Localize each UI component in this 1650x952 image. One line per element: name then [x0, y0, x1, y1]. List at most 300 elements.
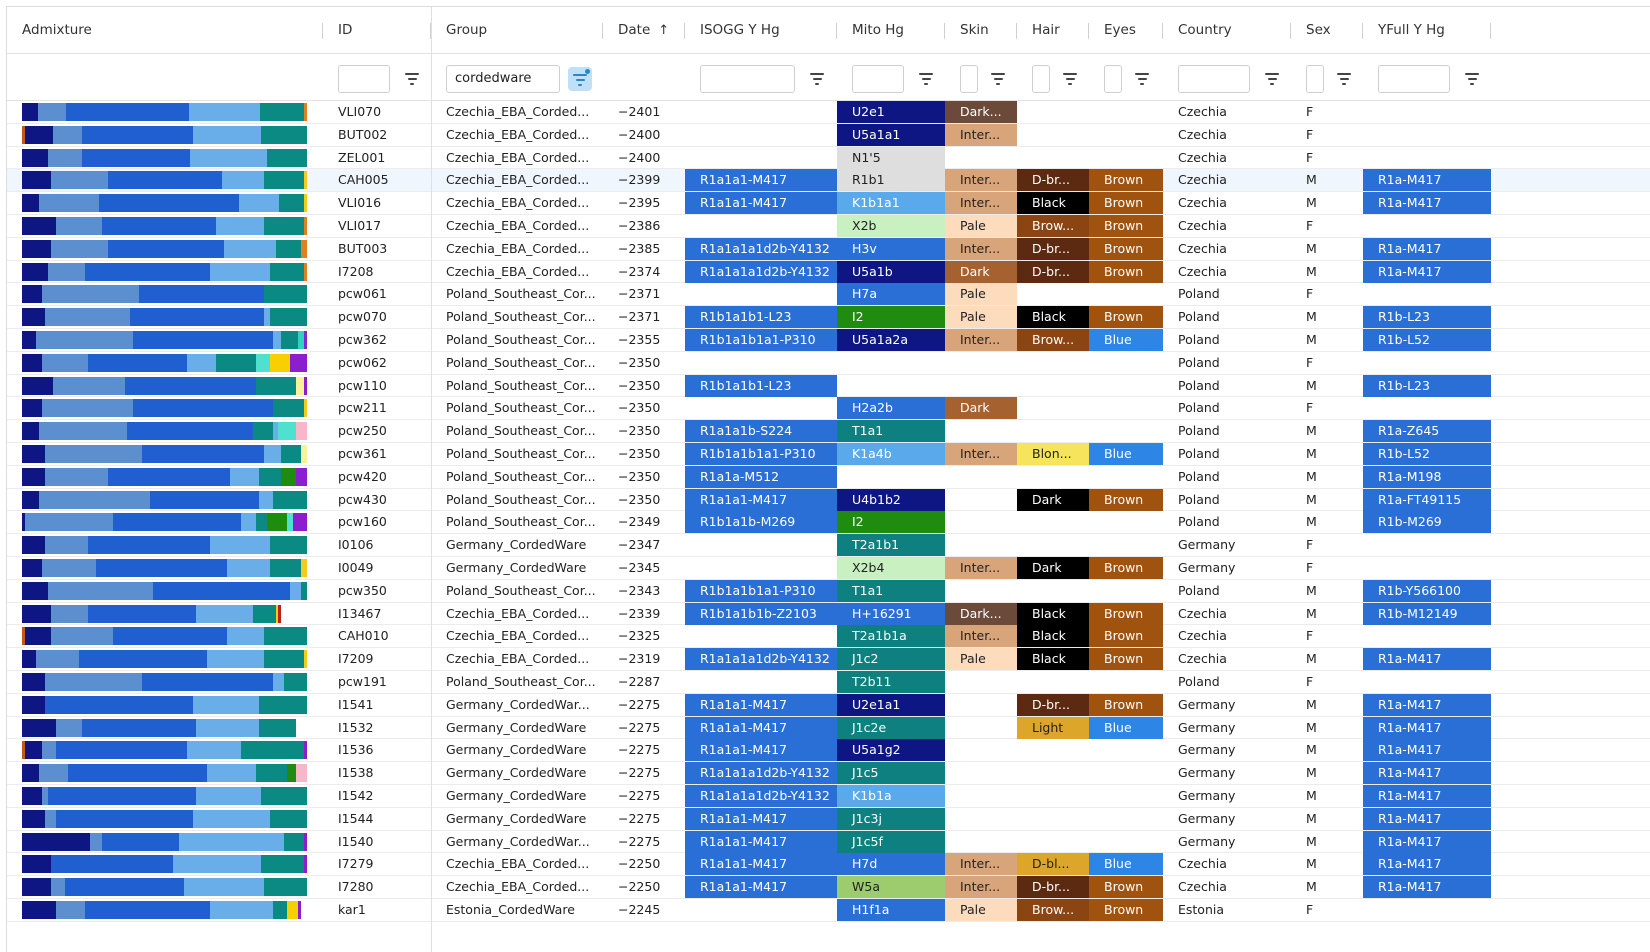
cell-date: −2325: [618, 628, 661, 644]
column-header-eyes[interactable]: [1089, 7, 1163, 53]
cell-ysogg: R1a1a1a1d2b-Y4132: [685, 648, 837, 670]
cell-eyes: Brown: [1089, 876, 1163, 898]
grid-body: [7, 101, 1650, 922]
cell-sex: M: [1306, 240, 1317, 256]
cell-sex: F: [1306, 400, 1314, 416]
admixture-cell: [7, 215, 323, 237]
cell-group: Germany_CordedWare: [446, 765, 587, 781]
filter-input-group[interactable]: cordedware: [446, 65, 560, 93]
table-row[interactable]: [7, 101, 1650, 124]
cell-hair: D-br...: [1017, 238, 1089, 260]
table-row[interactable]: [7, 899, 1650, 922]
admixture-bar: [22, 878, 307, 896]
admixture-segment: [22, 582, 48, 600]
filter-icon[interactable]: [988, 69, 1008, 89]
cell-skin: Inter...: [945, 169, 1017, 191]
cell-hair: Brow...: [1017, 329, 1089, 351]
filter-icon[interactable]: [1462, 69, 1482, 89]
cell-ysogg: R1b1a1b-M269: [685, 511, 837, 533]
cell-id: I1542: [338, 787, 374, 803]
admixture-segment: [264, 171, 304, 189]
filter-icon[interactable]: [568, 67, 592, 91]
table-row[interactable]: [7, 261, 1650, 284]
cell-sex: M: [1306, 445, 1317, 461]
filter-input-id[interactable]: [338, 65, 390, 93]
admixture-segment: [22, 901, 56, 919]
cell-hair: [1017, 420, 1089, 442]
cell-skin: [945, 694, 1017, 716]
column-resize-handle[interactable]: [1088, 23, 1089, 39]
cell-date: −2355: [618, 331, 661, 347]
cell-mito: U5a1a2a: [837, 329, 945, 351]
cell-yfull: R1a-M417: [1363, 808, 1491, 830]
cell-skin: Dark...: [945, 101, 1017, 123]
cell-skin: [945, 671, 1017, 693]
filter-icon[interactable]: [1262, 69, 1282, 89]
admixture-segment: [179, 833, 284, 851]
admixture-segment: [264, 285, 307, 303]
admixture-bar: [22, 263, 307, 281]
cell-yfull: R1a-M417: [1363, 238, 1491, 260]
cell-date: −2275: [618, 787, 661, 803]
cell-skin: Inter...: [945, 124, 1017, 146]
filter-icon[interactable]: [1334, 69, 1354, 89]
table-row[interactable]: [7, 238, 1650, 261]
admixture-cell: [7, 489, 323, 511]
admixture-segment: [22, 377, 53, 395]
cell-group: Poland_Southeast_Cor...: [446, 331, 596, 347]
table-row[interactable]: [7, 580, 1650, 603]
cell-mito: U2e1a1: [837, 694, 945, 716]
cell-mito: J1c2: [837, 648, 945, 670]
cell-mito: U5a1g2: [837, 739, 945, 761]
cell-mito: T2a1b1a: [837, 625, 945, 647]
admixture-segment: [45, 673, 142, 691]
cell-country: Czechia: [1178, 628, 1227, 644]
admixture-segment: [25, 627, 51, 645]
cell-ysogg: R1a1a1-M417: [685, 808, 837, 830]
cell-date: −2385: [618, 240, 661, 256]
cell-group: Germany_CordedWare: [446, 810, 587, 826]
admixture-segment: [270, 308, 307, 326]
admixture-segment: [25, 741, 42, 759]
cell-date: −2371: [618, 286, 661, 302]
admixture-segment: [42, 741, 56, 759]
column-header-group[interactable]: [431, 7, 603, 53]
cell-yfull: R1a-FT49115: [1363, 489, 1491, 511]
admixture-segment: [259, 468, 282, 486]
cell-mito: I2: [837, 511, 945, 533]
cell-skin: [945, 375, 1017, 397]
table-row[interactable]: [7, 534, 1650, 557]
cell-eyes: Blue: [1089, 717, 1163, 739]
column-header-skin[interactable]: [945, 7, 1017, 53]
cell-country: Czechia: [1178, 126, 1227, 142]
column-header-yfull[interactable]: [1363, 7, 1491, 53]
cell-group: Poland_Southeast_Cor...: [446, 423, 596, 439]
cell-mito: J1c5: [837, 762, 945, 784]
table-row[interactable]: [7, 215, 1650, 238]
cell-sex: M: [1306, 172, 1317, 188]
column-resize-handle[interactable]: [1290, 23, 1291, 39]
cell-eyes: [1089, 466, 1163, 488]
cell-sex: F: [1306, 559, 1314, 575]
cell-date: −2374: [618, 263, 661, 279]
admixture-segment: [270, 354, 290, 372]
cell-group: Czechia_EBA_Corded...: [446, 195, 590, 211]
table-row[interactable]: [7, 352, 1650, 375]
cell-sex: M: [1306, 195, 1317, 211]
column-header-ysogg[interactable]: [685, 7, 837, 53]
cell-mito: H7a: [837, 283, 945, 305]
admixture-segment: [51, 878, 65, 896]
column-resize-handle[interactable]: [602, 23, 603, 39]
cell-mito: K1a4b: [837, 443, 945, 465]
table-row[interactable]: [7, 489, 1650, 512]
admixture-segment: [261, 855, 304, 873]
cell-skin: [945, 717, 1017, 739]
admixture-segment: [241, 513, 255, 531]
admixture-segment: [39, 194, 99, 212]
table-row[interactable]: [7, 785, 1650, 808]
column-resize-handle[interactable]: [1490, 23, 1491, 39]
admixture-segment: [22, 787, 42, 805]
admixture-segment: [296, 468, 307, 486]
cell-ysogg: R1a1a1a1d2b-Y4132: [685, 238, 837, 260]
filter-input-mito[interactable]: [852, 65, 904, 93]
table-row[interactable]: [7, 306, 1650, 329]
filter-icon[interactable]: [1132, 69, 1152, 89]
admixture-bar: [22, 787, 307, 805]
table-row[interactable]: [7, 124, 1650, 147]
table-row[interactable]: [7, 831, 1650, 854]
cell-skin: Inter...: [945, 443, 1017, 465]
admixture-segment: [22, 331, 36, 349]
column-header-mito[interactable]: [837, 7, 945, 53]
cell-skin: [945, 831, 1017, 853]
column-header-label: Sex: [1306, 22, 1331, 38]
filter-input-ysogg[interactable]: [700, 65, 795, 93]
cell-country: Czechia: [1178, 172, 1227, 188]
cell-yfull: R1b-L52: [1363, 443, 1491, 465]
admixture-bar: [22, 445, 307, 463]
cell-group: Czechia_EBA_Corded...: [446, 104, 590, 119]
cell-id: pcw061: [338, 286, 387, 302]
cell-id: ZEL001: [338, 149, 386, 165]
filter-icon[interactable]: [807, 69, 827, 89]
column-header-label: ID: [338, 22, 353, 38]
cell-hair: Brow...: [1017, 215, 1089, 237]
admixture-segment: [142, 445, 265, 463]
admixture-segment: [256, 377, 296, 395]
column-header-label: ISOGG Y Hg: [700, 22, 780, 38]
admixture-segment: [42, 354, 88, 372]
admixture-segment: [301, 582, 307, 600]
cell-date: −2275: [618, 765, 661, 781]
column-header-date[interactable]: [603, 7, 685, 53]
cell-skin: Inter...: [945, 557, 1017, 579]
cell-sex: M: [1306, 514, 1317, 530]
cell-mito: U2e1: [837, 101, 945, 123]
filter-input-skin[interactable]: [960, 65, 978, 93]
table-row[interactable]: [7, 420, 1650, 443]
table-row[interactable]: [7, 329, 1650, 352]
table-row[interactable]: [7, 192, 1650, 215]
cell-group: Poland_Southeast_Cor...: [446, 286, 596, 302]
cell-eyes: [1089, 375, 1163, 397]
filter-icon[interactable]: [916, 69, 936, 89]
admixture-cell: [7, 694, 323, 716]
admixture-segment: [88, 354, 188, 372]
admixture-segment: [193, 696, 259, 714]
column-resize-handle[interactable]: [684, 23, 685, 39]
admixture-bar: [22, 171, 307, 189]
cell-group: Czechia_EBA_Corded...: [446, 172, 590, 188]
cell-mito: K1b1a1: [837, 192, 945, 214]
cell-sex: F: [1306, 149, 1314, 165]
cell-date: −2350: [618, 377, 661, 393]
admixture-segment: [25, 126, 54, 144]
admixture-segment: [96, 559, 227, 577]
cell-mito: U4b1b2: [837, 489, 945, 511]
cell-mito: J1c3j: [837, 808, 945, 830]
admixture-bar: [22, 331, 307, 349]
cell-id: pcw062: [338, 354, 387, 370]
admixture-segment: [264, 445, 281, 463]
cell-sex: M: [1306, 605, 1317, 621]
filter-input-yfull[interactable]: [1378, 65, 1450, 93]
admixture-bar: [22, 217, 307, 235]
cell-country: Poland: [1178, 286, 1220, 302]
cell-ysogg: [685, 557, 837, 579]
column-header-sex[interactable]: [1291, 7, 1363, 53]
table-row[interactable]: [7, 169, 1650, 192]
cell-country: Germany: [1178, 719, 1236, 735]
admixture-segment: [22, 468, 45, 486]
admixture-segment: [45, 696, 193, 714]
admixture-bar: [22, 673, 307, 691]
cell-group: Germany_CordedWare: [446, 537, 587, 553]
admixture-cell: [7, 808, 323, 830]
cell-hair: [1017, 762, 1089, 784]
cell-ysogg: R1b1a1b1b-Z2103: [685, 603, 837, 625]
admixture-cell: [7, 876, 323, 898]
cell-id: I7208: [338, 263, 374, 279]
cell-yfull: [1363, 899, 1491, 921]
column-resize-handle[interactable]: [1016, 23, 1017, 39]
column-header-id[interactable]: [323, 7, 431, 53]
admixture-segment: [296, 377, 305, 395]
cell-date: −2347: [618, 537, 661, 553]
admixture-segment: [22, 354, 42, 372]
cell-skin: Pale: [945, 899, 1017, 921]
table-row[interactable]: [7, 739, 1650, 762]
cell-date: −2245: [618, 901, 661, 917]
admixture-bar: [22, 399, 307, 417]
filter-input-sex[interactable]: [1306, 65, 1324, 93]
admixture-segment: [264, 217, 304, 235]
admixture-cell: [7, 648, 323, 670]
admixture-segment: [36, 650, 79, 668]
admixture-segment: [88, 605, 196, 623]
admixture-segment: [296, 764, 307, 782]
admixture-bar: [22, 764, 307, 782]
column-resize-handle[interactable]: [836, 23, 837, 39]
admixture-segment: [56, 217, 102, 235]
table-row[interactable]: [7, 283, 1650, 306]
admixture-segment: [301, 240, 307, 258]
cell-country: Germany: [1178, 833, 1236, 849]
admixture-bar: [22, 696, 307, 714]
admixture-segment: [264, 650, 304, 668]
cell-sex: M: [1306, 696, 1317, 712]
admixture-segment: [133, 331, 273, 349]
column-resize-handle[interactable]: [944, 23, 945, 39]
cell-id: VLI070: [338, 104, 382, 119]
table-row[interactable]: [7, 671, 1650, 694]
admixture-segment: [304, 103, 307, 121]
table-row[interactable]: [7, 876, 1650, 899]
cell-eyes: [1089, 671, 1163, 693]
column-resize-handle[interactable]: [1162, 23, 1163, 39]
cell-sex: M: [1306, 491, 1317, 507]
cell-mito: [837, 466, 945, 488]
admixture-segment: [273, 901, 287, 919]
admixture-segment: [304, 741, 307, 759]
cell-skin: [945, 534, 1017, 556]
cell-mito: H+16291: [837, 603, 945, 625]
table-row[interactable]: [7, 625, 1650, 648]
cell-ysogg: R1b1a1b1a1-P310: [685, 329, 837, 351]
table-row[interactable]: [7, 375, 1650, 398]
cell-hair: [1017, 283, 1089, 305]
admixture-segment: [22, 240, 51, 258]
arrow-up-icon[interactable]: ↑: [658, 23, 670, 38]
cell-country: Germany: [1178, 810, 1236, 826]
column-resize-handle[interactable]: [1362, 23, 1363, 39]
cell-eyes: Brown: [1089, 215, 1163, 237]
admixture-bar: [22, 855, 307, 873]
admixture-segment: [39, 422, 127, 440]
cell-hair: Black: [1017, 603, 1089, 625]
cell-sex: M: [1306, 719, 1317, 735]
admixture-segment: [68, 764, 208, 782]
cell-id: I7280: [338, 879, 374, 895]
cell-sex: M: [1306, 377, 1317, 393]
admixture-segment: [222, 171, 265, 189]
cell-yfull: R1a-M417: [1363, 717, 1491, 739]
admixture-segment: [173, 855, 261, 873]
table-row[interactable]: [7, 466, 1650, 489]
cell-hair: Black: [1017, 648, 1089, 670]
column-resize-handle[interactable]: [322, 23, 323, 39]
cell-yfull: [1363, 147, 1491, 169]
admixture-segment: [264, 878, 307, 896]
admixture-cell: [7, 739, 323, 761]
cell-id: I1538: [338, 765, 374, 781]
table-row[interactable]: [7, 694, 1650, 717]
filter-icon[interactable]: [1060, 69, 1080, 89]
admixture-cell: [7, 831, 323, 853]
admixture-segment: [253, 422, 273, 440]
cell-country: Poland: [1178, 514, 1220, 530]
admixture-segment: [22, 149, 48, 167]
cell-country: Poland: [1178, 582, 1220, 598]
cell-eyes: [1089, 762, 1163, 784]
cell-sex: F: [1306, 354, 1314, 370]
filter-icon[interactable]: [402, 69, 422, 89]
cell-yfull: [1363, 101, 1491, 123]
cell-eyes: [1089, 147, 1163, 169]
cell-group: Poland_Southeast_Cor...: [446, 468, 596, 484]
cell-skin: Pale: [945, 306, 1017, 328]
cell-ysogg: [685, 899, 837, 921]
cell-date: −2401: [618, 104, 661, 119]
cell-skin: [945, 511, 1017, 533]
table-row[interactable]: [7, 717, 1650, 740]
table-row[interactable]: [7, 443, 1650, 466]
column-header-country[interactable]: [1163, 7, 1291, 53]
filter-input-country[interactable]: [1178, 65, 1250, 93]
admixture-segment: [139, 285, 264, 303]
table-row[interactable]: [7, 648, 1650, 671]
cell-id: BUT003: [338, 240, 388, 256]
cell-sex: F: [1306, 537, 1314, 553]
admixture-segment: [45, 810, 56, 828]
admixture-segment: [22, 536, 45, 554]
table-row[interactable]: [7, 853, 1650, 876]
table-row[interactable]: [7, 762, 1650, 785]
admixture-segment: [293, 513, 307, 531]
admixture-segment: [301, 445, 307, 463]
table-row[interactable]: [7, 397, 1650, 420]
filter-input-hair[interactable]: [1032, 65, 1050, 93]
admixture-segment: [304, 833, 307, 851]
cell-hair: Dark: [1017, 489, 1089, 511]
admixture-segment: [267, 149, 307, 167]
cell-sex: F: [1306, 628, 1314, 644]
cell-ysogg: [685, 352, 837, 374]
admixture-segment: [270, 536, 307, 554]
table-row[interactable]: [7, 147, 1650, 170]
filter-input-eyes[interactable]: [1104, 65, 1122, 93]
admixture-segment: [48, 149, 82, 167]
cell-yfull: [1363, 215, 1491, 237]
filter-row: [7, 54, 1650, 101]
cell-sex: M: [1306, 582, 1317, 598]
cell-id: CAH010: [338, 628, 389, 644]
admixture-cell: [7, 397, 323, 419]
admixture-segment: [256, 764, 287, 782]
cell-date: −2343: [618, 582, 661, 598]
admixture-cell: [7, 671, 323, 693]
admixture-segment: [85, 263, 210, 281]
column-header-admixture[interactable]: [7, 7, 323, 53]
cell-group: Estonia_CordedWare: [446, 901, 575, 917]
table-row[interactable]: [7, 511, 1650, 534]
table-row[interactable]: [7, 603, 1650, 626]
admixture-segment: [85, 901, 210, 919]
cell-date: −2250: [618, 879, 661, 895]
admixture-cell: [7, 375, 323, 397]
column-header-hair[interactable]: [1017, 7, 1089, 53]
cell-id: VLI017: [338, 217, 382, 233]
cell-eyes: [1089, 101, 1163, 123]
table-row[interactable]: [7, 557, 1650, 580]
admixture-bar: [22, 719, 307, 737]
table-row[interactable]: [7, 808, 1650, 831]
cell-yfull: R1a-M417: [1363, 169, 1491, 191]
